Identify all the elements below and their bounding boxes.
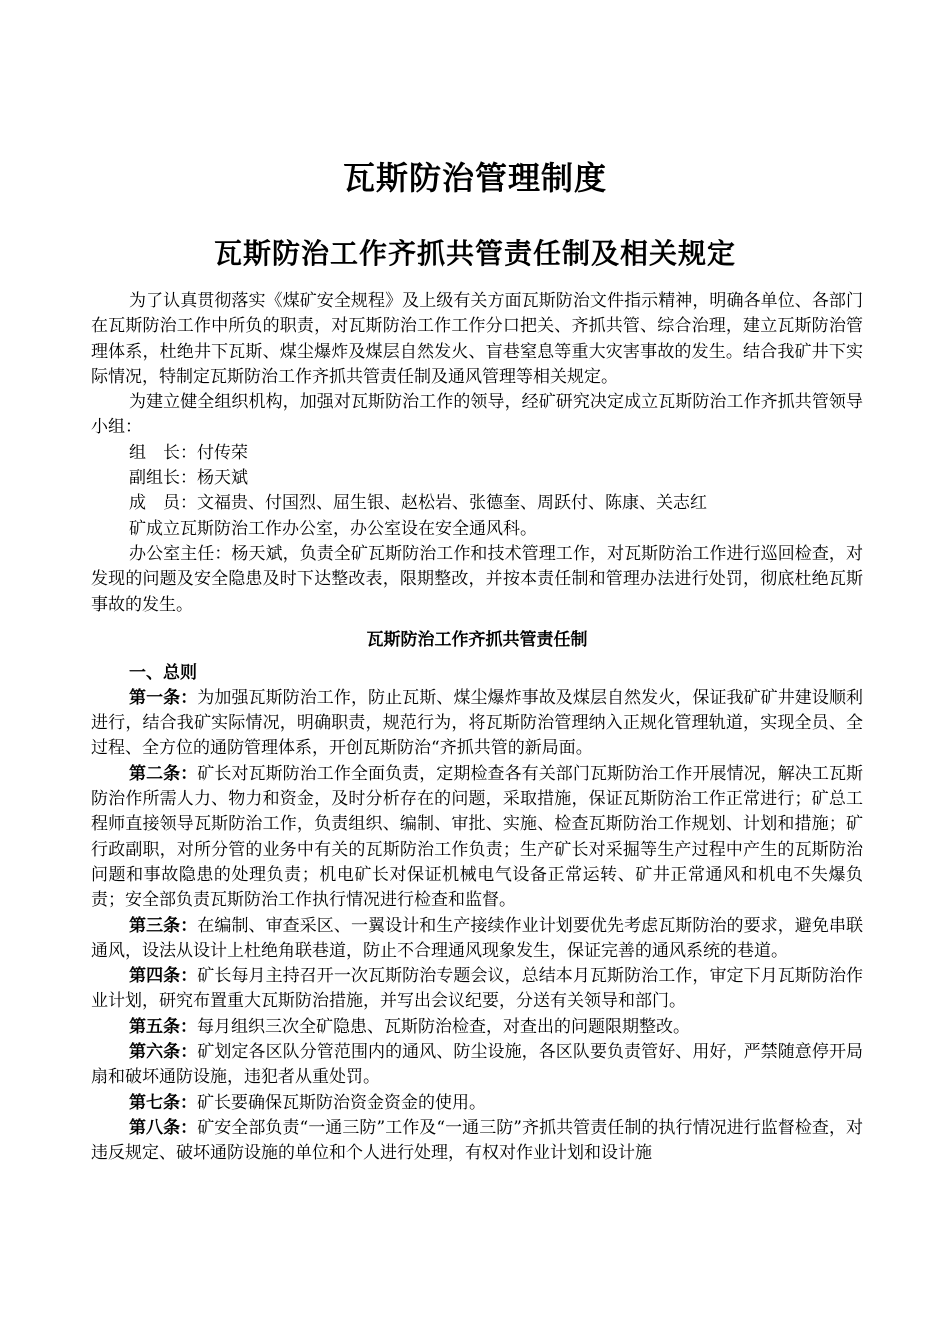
article-8 xyxy=(91,1116,863,1167)
article-text: 矿长对瓦斯防治工作全面负责，定期检查各有关部门瓦斯防治工作开展情况，解决工瓦斯防治作所需人力、物力和资金，及时分析存在的问题，采取措施，保证瓦斯防治工作正常进行；矿总工程师直接领导瓦斯防治工作，负责组织、编制、审批、实施、检查瓦斯防治工作规划、计划和措施；矿行政副职，对所分管的业务中有关的瓦斯防治工作负责；生产矿长对采掘等生产过程中产生的瓦斯防治问题和事故隐患的处理负责；机电矿长对保证机械电气设备正常运转、矿井正常通风和机电不失爆负责；安全部负责瓦斯防治工作执行情况进行检查和监督。 xyxy=(91,763,864,911)
article-3 xyxy=(91,914,863,965)
intro-paragraph: 为了认真贯彻落实《煤矿安全规程》及上级有关方面瓦斯防治文件指示精神，明确各单位、各部门在瓦斯防治工作中所负的职责，对瓦斯防治工作工作分口把关、齐抓共管、综合治理，建立瓦斯防治管理体系，杜绝井下瓦斯、煤尘爆炸及煤层自然发火、盲巷窒息等重大灾害事故的发生。结合我矿井下实际情况，特制定瓦斯防治工作齐抓共管责任制及通风管理等相关规定。 xyxy=(91,291,863,387)
article-4 xyxy=(91,964,863,1015)
article-5 xyxy=(91,1015,863,1040)
article-label: 第五条： xyxy=(129,1016,197,1037)
document-title: 瓦斯防治管理制度 xyxy=(342,159,607,197)
director-paragraph: 办公室主任：杨天斌，负责全矿瓦斯防治工作和技术管理工作，对瓦斯防治工作进行巡回检查，对发现的问题及安全隐患及时下达整改表，限期整改，并按本责任制和管理办法进行处罚，彻底杜绝瓦斯事故的发生。 xyxy=(91,543,863,615)
article-1 xyxy=(91,686,863,762)
article-label: 第三条： xyxy=(129,915,198,936)
article-label: 第二条： xyxy=(129,763,198,784)
article-text: 在编制、审查采区、一翼设计和生产接续作业计划要优先考虑瓦斯防治的要求，避免串联通风，设法从设计上杜绝角联巷道，防止不合理通风现象发生，保证完善的通风系统的巷道。 xyxy=(91,915,864,961)
intro-paragraph: 为建立健全组织机构，加强对瓦斯防治工作的领导，经矿研究决定成立瓦斯防治工作齐抓共管领导小组： xyxy=(91,392,863,438)
article-text: 每月组织三次全矿隐患、瓦斯防治检查，对查出的问题限期整改。 xyxy=(197,1016,690,1037)
article-text: 矿长要确保瓦斯防治资金资金的使用。 xyxy=(197,1092,486,1113)
article-label: 第一条： xyxy=(129,687,198,708)
article-2 xyxy=(91,762,863,914)
article-label: 第六条： xyxy=(129,1042,198,1063)
article-6 xyxy=(91,1040,863,1091)
member-line-members: 成 员：文福贵、付国烈、屈生银、赵松岩、张德奎、周跃付、陈康、关志红 xyxy=(129,493,707,514)
article-text: 矿划定各区队分管范围内的通风、防尘设施，各区队要负责管好、用好，严禁随意停开局扇和破坏通防设施，违犯者从重处罚。 xyxy=(91,1042,864,1088)
document-subtitle: 瓦斯防治工作齐抓共管责任制及相关规定 xyxy=(213,237,736,270)
article-7 xyxy=(91,1091,863,1116)
article-text: 矿长每月主持召开一次瓦斯防治专题会议，总结本月瓦斯防治工作，审定下月瓦斯防治作业计划，研究布置重大瓦斯防治措施，并写出会议纪要，分送有关领导和部门。 xyxy=(91,966,864,1012)
member-line-deputy: 副组长：杨天斌 xyxy=(129,468,248,489)
heading-general: 一、总则 xyxy=(129,662,197,683)
article-label: 第八条： xyxy=(129,1117,198,1138)
member-line-leader: 组 长：付传荣 xyxy=(129,442,248,463)
article-text: 为加强瓦斯防治工作，防止瓦斯、煤尘爆炸事故及煤层自然发火，保证我矿矿井建设顺利进行，结合我矿实际情况，明确职责，规范行为，将瓦斯防治管理纳入正规化管理轨道，实现全员、全过程、全方位的通防管理体系，开创瓦斯防治“齐抓共管的新局面。 xyxy=(91,687,864,759)
document-body xyxy=(91,289,863,1167)
office-paragraph: 矿成立瓦斯防治工作办公室，办公室设在安全通风科。 xyxy=(129,518,537,539)
article-label: 第四条： xyxy=(129,966,198,987)
article-text: 矿安全部负责“一通三防”工作及“一通三防”齐抓共管责任制的执行情况进行监督检查，对违反规定、破坏通防设施的单位和个人进行处理，有权对作业计划和设计施 xyxy=(91,1117,863,1164)
article-label: 第七条： xyxy=(129,1092,197,1113)
section-title: 瓦斯防治工作齐抓共管责任制 xyxy=(366,629,588,650)
